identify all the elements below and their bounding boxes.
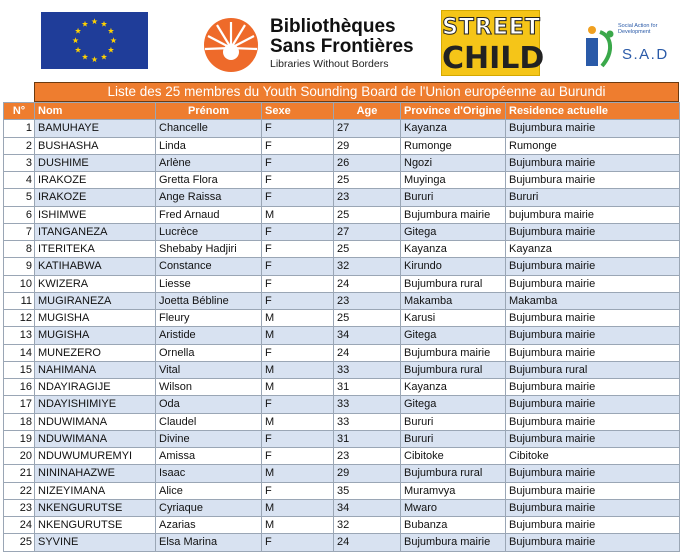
table-row xyxy=(4,534,680,551)
cell-prenom: Arlène xyxy=(156,154,262,171)
cell-nom: MUNEZERO xyxy=(35,344,156,361)
table-row xyxy=(4,241,680,258)
cell-residence: Bujumbura mairie xyxy=(506,223,680,240)
table-row xyxy=(4,344,680,361)
cell-age: 24 xyxy=(334,344,401,361)
table-header-row xyxy=(4,103,680,120)
cell-age: 25 xyxy=(334,206,401,223)
table-row xyxy=(4,206,680,223)
cell-number: 16 xyxy=(4,379,35,396)
table-row xyxy=(4,120,680,137)
table-row xyxy=(4,292,680,309)
cell-residence: Cibitoke xyxy=(506,448,680,465)
cell-prenom: Ange Raissa xyxy=(156,189,262,206)
cell-residence: Bujumbura mairie xyxy=(506,482,680,499)
cell-province: Bujumbura mairie xyxy=(401,534,506,551)
cell-sexe: F xyxy=(262,137,334,154)
cell-prenom: Elsa Marina xyxy=(156,534,262,551)
cell-nom: KATIHABWA xyxy=(35,258,156,275)
logo-banner xyxy=(0,0,693,82)
cell-sexe: M xyxy=(262,310,334,327)
cell-nom: NKENGURUTSE xyxy=(35,517,156,534)
cell-sexe: F xyxy=(262,154,334,171)
cell-residence: Bujumbura mairie xyxy=(506,517,680,534)
table-title: Liste des 25 membres du Youth Sounding Board de l'Union européenne au Burundi xyxy=(34,82,679,102)
cell-nom: MUGISHA xyxy=(35,327,156,344)
cell-sexe: M xyxy=(262,499,334,516)
cell-nom: IRAKOZE xyxy=(35,189,156,206)
cell-prenom: Linda xyxy=(156,137,262,154)
cell-province: Bujumbura rural xyxy=(401,275,506,292)
cell-sexe: F xyxy=(262,448,334,465)
cell-sexe: M xyxy=(262,379,334,396)
cell-nom: NDUWIMANA xyxy=(35,430,156,447)
cell-sexe: F xyxy=(262,344,334,361)
bsf-subtitle: Libraries Without Borders xyxy=(270,58,389,70)
col-header-nom: Nom xyxy=(35,103,156,120)
cell-prenom: Azarias xyxy=(156,517,262,534)
street-child-line2: CHILD xyxy=(442,41,545,76)
cell-nom: SYVINE xyxy=(35,534,156,551)
col-header-province: Province d'Origine xyxy=(401,103,506,120)
cell-sexe: M xyxy=(262,361,334,378)
cell-number: 12 xyxy=(4,310,35,327)
cell-province: Kayanza xyxy=(401,241,506,258)
table-row xyxy=(4,223,680,240)
cell-residence: Bujumbura mairie xyxy=(506,154,680,171)
cell-province: Rumonge xyxy=(401,137,506,154)
cell-number: 9 xyxy=(4,258,35,275)
eu-flag-icon xyxy=(41,12,148,69)
street-child-line1: STREET xyxy=(442,15,541,40)
cell-residence: Bujumbura mairie xyxy=(506,258,680,275)
sad-name: S.A.D xyxy=(622,46,669,63)
cell-province: Bujumbura mairie xyxy=(401,344,506,361)
cell-age: 27 xyxy=(334,223,401,240)
cell-nom: BUSHASHA xyxy=(35,137,156,154)
cell-age: 29 xyxy=(334,465,401,482)
cell-age: 25 xyxy=(334,172,401,189)
cell-prenom: Aristide xyxy=(156,327,262,344)
cell-age: 23 xyxy=(334,292,401,309)
cell-province: Bujumbura rural xyxy=(401,361,506,378)
cell-number: 23 xyxy=(4,499,35,516)
cell-residence: Bujumbura mairie xyxy=(506,344,680,361)
cell-number: 8 xyxy=(4,241,35,258)
cell-prenom: Liesse xyxy=(156,275,262,292)
cell-sexe: M xyxy=(262,327,334,344)
cell-sexe: M xyxy=(262,206,334,223)
cell-number: 13 xyxy=(4,327,35,344)
cell-nom: MUGISHA xyxy=(35,310,156,327)
cell-residence: Bujumbura rural xyxy=(506,361,680,378)
col-header-prenom: Prénom xyxy=(156,103,262,120)
cell-number: 7 xyxy=(4,223,35,240)
cell-age: 33 xyxy=(334,396,401,413)
cell-age: 33 xyxy=(334,361,401,378)
cell-number: 4 xyxy=(4,172,35,189)
cell-number: 10 xyxy=(4,275,35,292)
cell-number: 15 xyxy=(4,361,35,378)
table-row xyxy=(4,310,680,327)
cell-residence: Bujumbura mairie xyxy=(506,465,680,482)
cell-age: 33 xyxy=(334,413,401,430)
cell-nom: BAMUHAYE xyxy=(35,120,156,137)
cell-province: Muramvya xyxy=(401,482,506,499)
cell-residence: Bujumbura mairie xyxy=(506,310,680,327)
cell-nom: IRAKOZE xyxy=(35,172,156,189)
cell-province: Bururi xyxy=(401,413,506,430)
cell-nom: KWIZERA xyxy=(35,275,156,292)
cell-age: 34 xyxy=(334,327,401,344)
cell-nom: NDAYIRAGIJE xyxy=(35,379,156,396)
cell-province: Karusi xyxy=(401,310,506,327)
cell-nom: ITERITEKA xyxy=(35,241,156,258)
cell-province: Bubanza xyxy=(401,517,506,534)
table-row xyxy=(4,327,680,344)
cell-number: 11 xyxy=(4,292,35,309)
table-row xyxy=(4,448,680,465)
table-row xyxy=(4,396,680,413)
cell-prenom: Wilson xyxy=(156,379,262,396)
cell-prenom: Gretta Flora xyxy=(156,172,262,189)
table-row xyxy=(4,172,680,189)
cell-prenom: Shebaby Hadjiri xyxy=(156,241,262,258)
cell-number: 19 xyxy=(4,430,35,447)
cell-province: Bujumbura rural xyxy=(401,465,506,482)
cell-nom: DUSHIME xyxy=(35,154,156,171)
table-row xyxy=(4,499,680,516)
members-table xyxy=(3,102,680,552)
table-row xyxy=(4,465,680,482)
col-header-number: N° xyxy=(4,103,35,120)
cell-age: 29 xyxy=(334,137,401,154)
cell-prenom: Fred Arnaud xyxy=(156,206,262,223)
table-row xyxy=(4,137,680,154)
table-row xyxy=(4,430,680,447)
table-row xyxy=(4,154,680,171)
cell-nom: NDUWUMUREMYI xyxy=(35,448,156,465)
cell-age: 27 xyxy=(334,120,401,137)
cell-residence: Bujumbura mairie xyxy=(506,396,680,413)
cell-age: 31 xyxy=(334,430,401,447)
sad-tagline: Social Action for Development xyxy=(618,23,658,35)
cell-residence: Bujumbura mairie xyxy=(506,413,680,430)
cell-province: Kirundo xyxy=(401,258,506,275)
cell-prenom: Cyriaque xyxy=(156,499,262,516)
cell-province: Cibitoke xyxy=(401,448,506,465)
cell-province: Muyinga xyxy=(401,172,506,189)
col-header-residence: Residence actuelle xyxy=(506,103,680,120)
cell-province: Bururi xyxy=(401,189,506,206)
cell-province: Bujumbura mairie xyxy=(401,206,506,223)
cell-number: 14 xyxy=(4,344,35,361)
cell-residence: Bujumbura mairie xyxy=(506,327,680,344)
cell-sexe: M xyxy=(262,517,334,534)
cell-residence: Bujumbura mairie xyxy=(506,120,680,137)
cell-residence: Rumonge xyxy=(506,137,680,154)
eu-stars-icon xyxy=(41,12,148,69)
cell-sexe: F xyxy=(262,534,334,551)
cell-nom: NDAYISHIMIYE xyxy=(35,396,156,413)
cell-sexe: F xyxy=(262,241,334,258)
bsf-title-line2: Sans Frontières xyxy=(270,36,414,57)
col-header-age: Age xyxy=(334,103,401,120)
cell-province: Gitega xyxy=(401,396,506,413)
cell-residence: Bururi xyxy=(506,189,680,206)
cell-age: 32 xyxy=(334,517,401,534)
cell-age: 26 xyxy=(334,154,401,171)
cell-number: 18 xyxy=(4,413,35,430)
cell-nom: NKENGURUTSE xyxy=(35,499,156,516)
cell-residence: Bujumbura mairie xyxy=(506,275,680,292)
cell-prenom: Constance xyxy=(156,258,262,275)
cell-prenom: Alice xyxy=(156,482,262,499)
table-row xyxy=(4,189,680,206)
cell-age: 34 xyxy=(334,499,401,516)
cell-province: Bururi xyxy=(401,430,506,447)
cell-number: 1 xyxy=(4,120,35,137)
cell-residence: Kayanza xyxy=(506,241,680,258)
cell-age: 25 xyxy=(334,241,401,258)
cell-number: 21 xyxy=(4,465,35,482)
cell-province: Ngozi xyxy=(401,154,506,171)
cell-nom: ITANGANEZA xyxy=(35,223,156,240)
cell-province: Gitega xyxy=(401,327,506,344)
cell-prenom: Ornella xyxy=(156,344,262,361)
cell-prenom: Lucrèce xyxy=(156,223,262,240)
cell-age: 23 xyxy=(334,448,401,465)
cell-residence: Bujumbura mairie xyxy=(506,430,680,447)
cell-age: 25 xyxy=(334,310,401,327)
cell-province: Kayanza xyxy=(401,120,506,137)
cell-sexe: F xyxy=(262,396,334,413)
col-header-sexe: Sexe xyxy=(262,103,334,120)
cell-residence: Bujumbura mairie xyxy=(506,379,680,396)
cell-sexe: M xyxy=(262,465,334,482)
table-row xyxy=(4,517,680,534)
cell-number: 5 xyxy=(4,189,35,206)
cell-prenom: Amissa xyxy=(156,448,262,465)
cell-nom: NIZEYIMANA xyxy=(35,482,156,499)
bsf-logo-text xyxy=(270,17,430,70)
cell-residence: bujumbura mairie xyxy=(506,206,680,223)
cell-sexe: F xyxy=(262,430,334,447)
cell-sexe: F xyxy=(262,120,334,137)
cell-nom: NAHIMANA xyxy=(35,361,156,378)
bsf-logo-icon xyxy=(200,12,262,74)
cell-prenom: Fleury xyxy=(156,310,262,327)
cell-age: 35 xyxy=(334,482,401,499)
cell-sexe: F xyxy=(262,258,334,275)
sad-people-icon xyxy=(582,22,618,70)
cell-sexe: F xyxy=(262,482,334,499)
cell-nom: ISHIMWE xyxy=(35,206,156,223)
cell-age: 24 xyxy=(334,275,401,292)
cell-age: 31 xyxy=(334,379,401,396)
table-row xyxy=(4,361,680,378)
cell-sexe: F xyxy=(262,223,334,240)
cell-residence: Bujumbura mairie xyxy=(506,499,680,516)
cell-number: 25 xyxy=(4,534,35,551)
cell-prenom: Joetta Bébline xyxy=(156,292,262,309)
cell-number: 2 xyxy=(4,137,35,154)
bsf-title-line1: Bibliothèques xyxy=(270,16,396,37)
cell-sexe: M xyxy=(262,413,334,430)
cell-sexe: F xyxy=(262,189,334,206)
cell-prenom: Chancelle xyxy=(156,120,262,137)
cell-number: 6 xyxy=(4,206,35,223)
cell-number: 3 xyxy=(4,154,35,171)
sad-logo xyxy=(582,22,682,72)
cell-number: 20 xyxy=(4,448,35,465)
cell-number: 17 xyxy=(4,396,35,413)
cell-residence: Makamba xyxy=(506,292,680,309)
table-row xyxy=(4,379,680,396)
cell-nom: NDUWIMANA xyxy=(35,413,156,430)
cell-residence: Bujumbura mairie xyxy=(506,172,680,189)
cell-province: Makamba xyxy=(401,292,506,309)
cell-age: 23 xyxy=(334,189,401,206)
cell-province: Mwaro xyxy=(401,499,506,516)
cell-age: 32 xyxy=(334,258,401,275)
cell-sexe: F xyxy=(262,275,334,292)
cell-province: Kayanza xyxy=(401,379,506,396)
cell-number: 24 xyxy=(4,517,35,534)
cell-prenom: Claudel xyxy=(156,413,262,430)
cell-age: 24 xyxy=(334,534,401,551)
cell-number: 22 xyxy=(4,482,35,499)
table-row xyxy=(4,413,680,430)
table-row xyxy=(4,482,680,499)
cell-prenom: Oda xyxy=(156,396,262,413)
cell-prenom: Divine xyxy=(156,430,262,447)
table-row xyxy=(4,258,680,275)
cell-prenom: Vital xyxy=(156,361,262,378)
table-row xyxy=(4,275,680,292)
cell-nom: NININAHAZWE xyxy=(35,465,156,482)
cell-sexe: F xyxy=(262,292,334,309)
cell-province: Gitega xyxy=(401,223,506,240)
cell-residence: Bujumbura mairie xyxy=(506,534,680,551)
cell-sexe: F xyxy=(262,172,334,189)
cell-nom: MUGIRANEZA xyxy=(35,292,156,309)
street-child-logo xyxy=(441,10,545,76)
cell-prenom: Isaac xyxy=(156,465,262,482)
